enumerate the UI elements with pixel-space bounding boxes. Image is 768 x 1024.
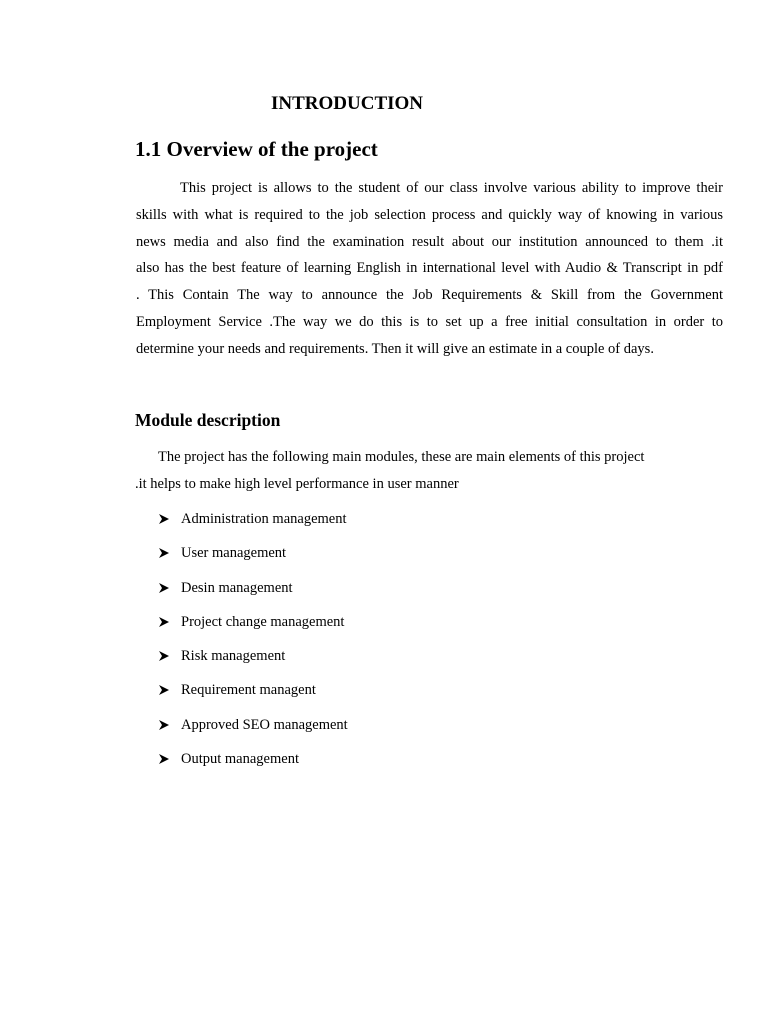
overview-line: also has the best feature of learning English in international level with Audio & Transcript in pdf [136, 260, 723, 277]
overview-line: . This Contain The way to announce the Job Requirements & Skill from the Government [136, 287, 723, 304]
overview-line: Employment Service .The way we do this is to set up a free initial consultation in order to [136, 313, 723, 330]
module-item-label: Risk management [181, 648, 286, 665]
arrowhead-bullet-icon [158, 719, 170, 731]
arrowhead-bullet-icon [158, 547, 170, 559]
overview-line: This project is allows to the student of our class involve various ability to improve their [180, 180, 723, 196]
module-intro-paragraph [135, 444, 644, 498]
overview-paragraph [136, 175, 723, 363]
module-item-label: Project change management [181, 613, 345, 630]
overview-heading: 1.1 Overview of the project [135, 137, 378, 161]
overview-line: determine your needs and requirements. Then it will give an estimate in a couple of days. [136, 340, 654, 357]
overview-line: skills with what is required to the job selection process and quickly way of knowing in various [136, 206, 723, 223]
module-item-label: User management [181, 545, 287, 562]
arrowhead-bullet-icon [158, 616, 170, 628]
module-item-label: Desin management [181, 579, 293, 596]
module-intro-line: The project has the following main modules, these are main elements of this project [158, 449, 645, 465]
document-title: INTRODUCTION [271, 93, 424, 114]
module-item-label: Output management [181, 751, 299, 768]
module-item-label: Requirement managent [181, 682, 316, 699]
arrowhead-bullet-icon [158, 650, 170, 662]
arrowhead-bullet-icon [158, 684, 170, 696]
arrowhead-bullet-icon [158, 582, 170, 594]
overview-line: news media and also find the examination result about our institution announced to them .it [136, 233, 723, 250]
module-item-label: Approved SEO management [181, 716, 348, 733]
arrowhead-bullet-icon [158, 513, 170, 525]
module-item-label: Administration management [181, 511, 347, 527]
module-intro-line: .it helps to make high level performance in user manner [135, 476, 459, 492]
module-description-heading: Module description [135, 410, 281, 430]
arrowhead-bullet-icon [158, 753, 170, 765]
